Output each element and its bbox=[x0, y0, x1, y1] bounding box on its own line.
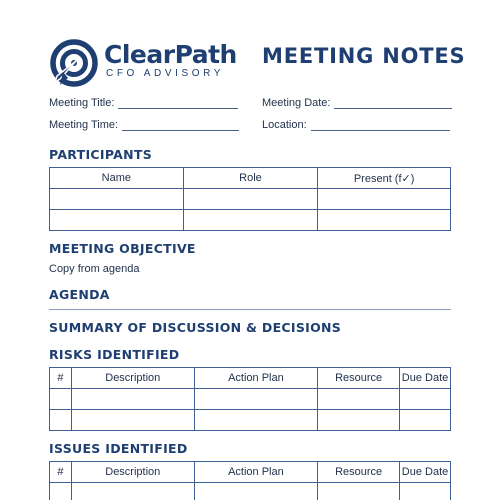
objective-text: Copy from agenda bbox=[49, 263, 140, 275]
table-cell[interactable] bbox=[183, 210, 318, 231]
location-field[interactable] bbox=[262, 119, 450, 131]
table-cell[interactable] bbox=[400, 483, 451, 500]
table-cell[interactable] bbox=[50, 410, 72, 431]
risks-table bbox=[49, 367, 451, 431]
table-cell[interactable] bbox=[400, 410, 451, 431]
brand-name: ClearPath bbox=[104, 40, 237, 69]
meeting-time-label: Meeting Time: bbox=[49, 119, 119, 131]
table-cell[interactable] bbox=[50, 210, 184, 231]
meeting-date-line[interactable] bbox=[334, 99, 452, 109]
table-row bbox=[50, 189, 451, 210]
risks-col-description: Description bbox=[71, 368, 194, 389]
agenda-heading: AGENDA bbox=[49, 287, 110, 302]
issues-col-action-plan: Action Plan bbox=[194, 462, 318, 483]
table-cell[interactable] bbox=[194, 389, 318, 410]
risks-header-row bbox=[50, 368, 451, 389]
meeting-time-field[interactable] bbox=[49, 119, 239, 131]
location-line[interactable] bbox=[311, 121, 450, 131]
risks-col-action-plan: Action Plan bbox=[194, 368, 318, 389]
table-cell[interactable] bbox=[71, 389, 194, 410]
table-cell[interactable] bbox=[318, 189, 451, 210]
issues-header-row bbox=[50, 462, 451, 483]
table-cell[interactable] bbox=[50, 389, 72, 410]
table-cell[interactable] bbox=[71, 483, 194, 500]
table-cell[interactable] bbox=[400, 389, 451, 410]
table-cell[interactable] bbox=[50, 483, 72, 500]
location-label: Location: bbox=[262, 119, 307, 131]
issues-table bbox=[49, 461, 451, 500]
table-cell[interactable] bbox=[318, 210, 451, 231]
meeting-time-line[interactable] bbox=[122, 121, 239, 131]
issues-col-due-date: Due Date bbox=[400, 462, 451, 483]
objective-heading: MEETING OBJECTIVE bbox=[49, 241, 196, 256]
table-row bbox=[50, 410, 451, 431]
participants-col-role: Role bbox=[183, 168, 318, 189]
issues-col-description: Description bbox=[71, 462, 194, 483]
participants-col-name: Name bbox=[50, 168, 184, 189]
meeting-date-field[interactable] bbox=[262, 97, 452, 109]
table-cell[interactable] bbox=[318, 389, 400, 410]
meeting-title-line[interactable] bbox=[118, 99, 238, 109]
table-cell[interactable] bbox=[194, 410, 318, 431]
table-row bbox=[50, 483, 451, 500]
target-arrow-icon bbox=[49, 38, 99, 88]
table-cell[interactable] bbox=[183, 189, 318, 210]
summary-heading: SUMMARY OF DISCUSSION & DECISIONS bbox=[49, 320, 342, 335]
table-row bbox=[50, 210, 451, 231]
risks-col-due-date: Due Date bbox=[400, 368, 451, 389]
table-row bbox=[50, 389, 451, 410]
risks-col-number: # bbox=[50, 368, 72, 389]
issues-col-number: # bbox=[50, 462, 72, 483]
agenda-divider bbox=[49, 309, 451, 310]
table-cell[interactable] bbox=[50, 189, 184, 210]
participants-heading: PARTICIPANTS bbox=[49, 147, 153, 162]
risks-col-resource: Resource bbox=[318, 368, 400, 389]
participants-header-row bbox=[50, 168, 451, 189]
meeting-date-label: Meeting Date: bbox=[262, 97, 331, 109]
table-cell[interactable] bbox=[318, 483, 400, 500]
brand-tagline: CFO ADVISORY bbox=[106, 68, 225, 79]
document-title: MEETING NOTES bbox=[262, 44, 466, 68]
table-cell[interactable] bbox=[71, 410, 194, 431]
table-cell[interactable] bbox=[318, 410, 400, 431]
table-cell[interactable] bbox=[194, 483, 318, 500]
issues-heading: ISSUES IDENTIFIED bbox=[49, 441, 188, 456]
meeting-title-label: Meeting Title: bbox=[49, 97, 115, 109]
participants-table bbox=[49, 167, 451, 231]
issues-col-resource: Resource bbox=[318, 462, 400, 483]
participants-col-present: Present (f✓) bbox=[318, 168, 451, 189]
risks-heading: RISKS IDENTIFIED bbox=[49, 347, 180, 362]
meeting-title-field[interactable] bbox=[49, 97, 238, 109]
